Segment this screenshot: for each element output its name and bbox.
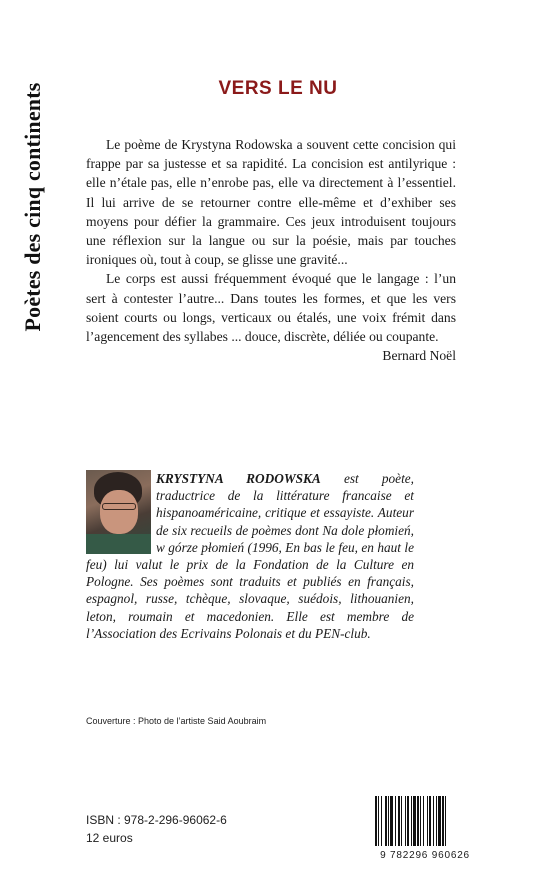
- author-name: KRYSTYNA RODOWSKA: [156, 471, 321, 486]
- back-cover-text: [86, 135, 456, 365]
- barcode: [371, 796, 479, 861]
- book-title: VERS LE NU: [218, 78, 338, 99]
- intro-paragraph-2: Le corps est aussi fréquemment évoqué que le langage : l’un sert à contester l’autre... Dans toutes les formes, et que les vers soient courts ou longs, verticaux ou étalés, une voix frémit dans l’agencement des syllabes ... douce, discrète, déliée ou coupante.: [86, 271, 456, 345]
- barcode-bars: [371, 796, 479, 848]
- signature: Bernard Noël: [382, 348, 456, 364]
- author-bio: [86, 470, 414, 642]
- isbn: ISBN : 978-2-296-96062-6: [86, 813, 227, 827]
- series-name: Poètes des cinq continents: [20, 82, 45, 332]
- cover-credit: Couverture : Photo de l’artiste Said Aoubraim: [86, 716, 267, 726]
- intro-paragraph-1: Le poème de Krystyna Rodowska a souvent cette concision qui frappe par sa justesse et sa rapidité. La concision est antilyrique : elle n’étale pas, elle n’enrobe pas, elle va directement à l’essentiel. Il lui arrive de se retourner contre elle-même et d’exhiber ses moyens pour défier la grammaire. Ces jeux introduisent toujours une réflexion sur la langue ou sur la poésie, mais par touches ironiques où, tout à coup, se glisse une gravité...: [86, 137, 456, 268]
- spine-series-title: [18, 62, 48, 352]
- price: 12 euros: [86, 831, 133, 845]
- author-bio-text: est poète, traductrice de la littérature francaise et hispanoaméricaine, critique et essayiste. Auteur de six recueils de poèmes dont Na dole płomień, w górze płomień (1996, En bas le feu, en haut le feu) lui valut le prix de la Fondation de la Culture en Pologne. Ses poèmes sont traduits et publiés en français, espagnol, russe, tchèque, slovaque, suédois, lithouanien, leton, roumain et macedonien. Elle est membre de l’Association des Ecrivains Polonais et du PEN-club.: [86, 471, 414, 641]
- barcode-digits: 9 782296 960626: [380, 850, 470, 861]
